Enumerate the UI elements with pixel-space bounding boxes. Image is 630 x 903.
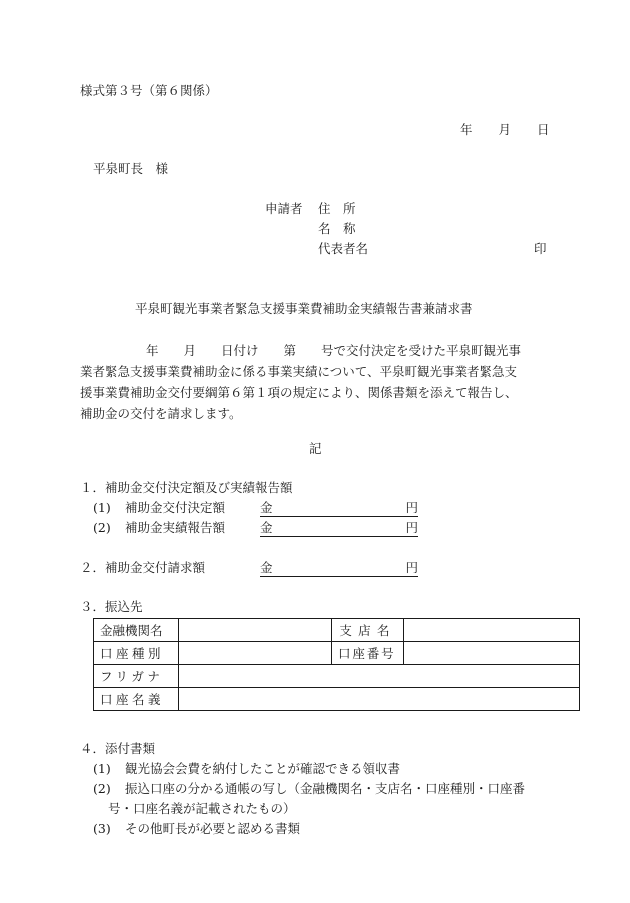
date-day: 日 [537, 122, 550, 137]
date-month: 月 [498, 122, 512, 137]
account-number-label: 口座番号 [332, 642, 404, 665]
attachment-3-number: (3) [93, 821, 111, 836]
item-number: (1) [93, 500, 111, 515]
section1-item-2-label: 補助金実績報告額 [125, 520, 226, 535]
section1-item-1-label: 補助金交付決定額 [125, 500, 226, 515]
attachment-1-text: 観光協会会費を納付したことが確認できる領収書 [125, 761, 401, 776]
branch-field[interactable] [404, 619, 580, 642]
body-line-1: 年 月 日付け 第 号で交付決定を受けた平泉町観光事 [146, 343, 522, 358]
attachment-3-text: その他町長が必要と認める書類 [125, 821, 301, 836]
attachment-2-number: (2) [93, 781, 111, 796]
table-row [94, 642, 580, 665]
furigana-label: フリガナ [94, 665, 179, 688]
applicant-address-label: 住 所 [318, 201, 356, 216]
body-line-3: 援事業費補助金交付要綱第６第１項の規定により、関係書類を添えて報告し、 [80, 385, 518, 400]
bank-account-table [93, 618, 580, 711]
account-number-field[interactable] [404, 642, 580, 665]
section1-item-1 [93, 500, 111, 516]
account-holder-field[interactable] [179, 688, 580, 711]
attachment-1-number: (1) [93, 761, 111, 776]
attachment-2-text: 振込口座の分かる通帳の写し（金融機関名・支店名・口座種別・口座番 [125, 781, 526, 796]
item-number: (2) [93, 520, 111, 535]
amount-unit: 円 [405, 520, 418, 535]
table-row [94, 665, 580, 688]
bank-name-label: 金融機関名 [94, 619, 179, 642]
addressee: 平泉町長 様 [93, 161, 169, 176]
seal-mark: 印 [534, 241, 547, 256]
section1-item-2 [93, 520, 111, 536]
account-type-field[interactable] [179, 642, 332, 665]
section3-heading: ３．振込先 [80, 599, 143, 614]
amount-unit: 円 [405, 560, 418, 575]
table-row [94, 619, 580, 642]
branch-label: 支店名 [332, 619, 404, 642]
applicant-label: 申請者 [265, 201, 303, 216]
section1-item-2-amount-field[interactable] [260, 520, 418, 537]
section2-amount-field[interactable] [260, 560, 418, 577]
amount-prefix: 金 [260, 520, 273, 535]
table-row [94, 688, 580, 711]
document-title: 平泉町観光事業者緊急支援事業費補助金実績報告書兼請求書 [135, 301, 473, 316]
ki-mark: 記 [309, 441, 322, 456]
account-type-label: 口座種別 [94, 642, 179, 665]
furigana-field[interactable] [179, 665, 580, 688]
applicant-name-label: 名 称 [318, 221, 356, 236]
section4-heading: ４．添付書類 [80, 741, 156, 756]
section1-item-1-amount-field[interactable] [260, 500, 418, 517]
attachment-2-text-cont: 号・口座名義が記載されたもの） [108, 801, 296, 816]
date-line [460, 122, 550, 138]
section2-heading: ２．補助金交付請求額 [80, 560, 206, 575]
bank-name-field[interactable] [179, 619, 332, 642]
date-year: 年 [460, 122, 473, 137]
amount-unit: 円 [405, 500, 418, 515]
body-paragraph [80, 340, 556, 424]
body-line-4: 補助金の交付を請求します。 [80, 406, 242, 421]
body-line-2: 業者緊急支援事業費補助金に係る事業実績について、平泉町観光事業者緊急支 [80, 364, 518, 379]
amount-prefix: 金 [260, 500, 273, 515]
account-holder-label: 口座名義 [94, 688, 179, 711]
section1-heading: １．補助金交付決定額及び実績報告額 [80, 480, 293, 495]
applicant-representative-label: 代表者名 [318, 241, 369, 256]
form-number: 様式第３号（第６関係） [80, 83, 218, 98]
amount-prefix: 金 [260, 560, 273, 575]
